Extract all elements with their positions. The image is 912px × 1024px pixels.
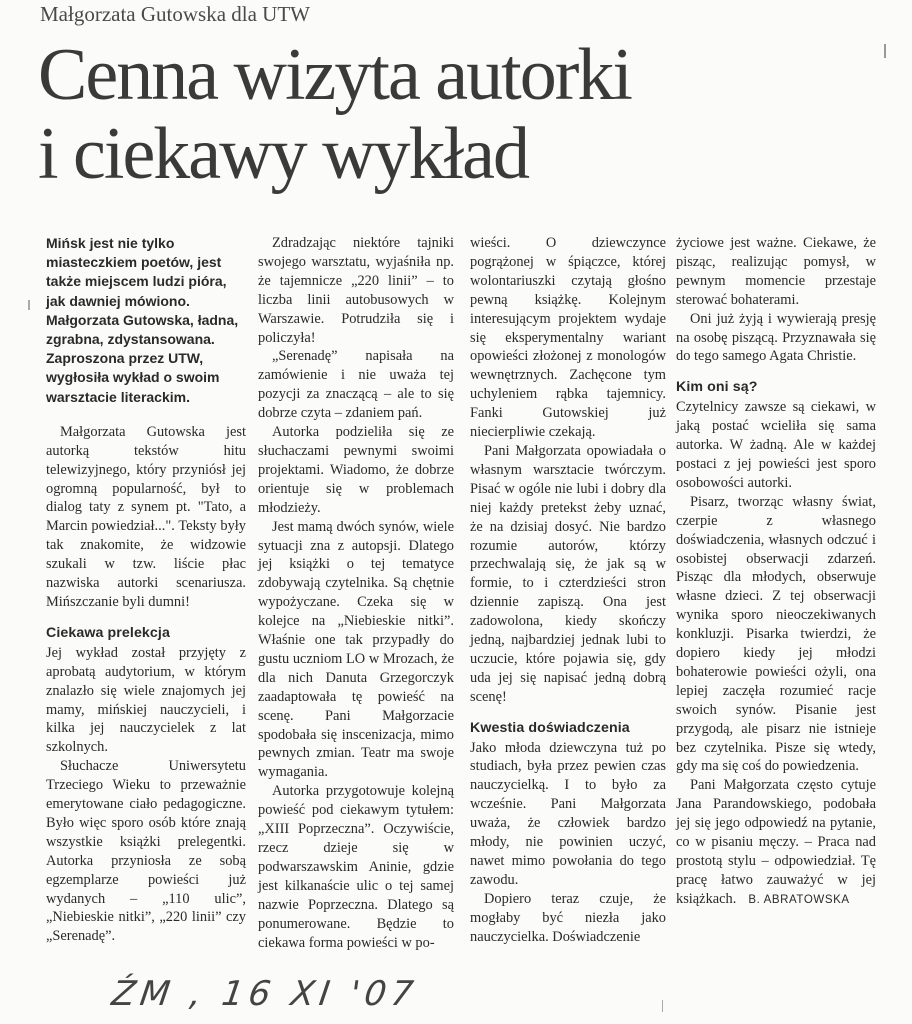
headline-line-2: i ciekawy wykład bbox=[38, 113, 528, 195]
lead-paragraph: Mińsk jest nie tylko miasteczkiem poetów, jest także miejscem ludzi pióra, jak dawniej mówiono. Małgorzata Gutowska, ładna, zgrabna, zdystansowana. Zaproszona przez UTW, wygłosiła wykład o swoim warsztacie literackim. bbox=[46, 235, 239, 405]
paragraph: życiowe jest ważne. Ciekawe, że pisząc, realizując pomysł, w pewnym momencie przestaje sterować bohaterami. bbox=[676, 235, 876, 308]
kicker: Małgorzata Gutowska dla UTW bbox=[40, 2, 310, 26]
subheading: Kim oni są? bbox=[676, 379, 758, 396]
paragraph: Słuchacze Uniwersytetu Trzeciego Wieku to przeważnie emerytowane ciało pedagogiczne. Było więc sporo osób które znają wszystkie książki prelegentki. Autorka przyniosła ze sobą egzemplarze powieści już wydanych – „110 ulic”, „Niebieskie nitki”, „220 linii” czy „Serenadę”. bbox=[46, 758, 246, 945]
paragraph: „Serenadę” napisała na zamówienie i nie uważa tej pozycji za znaczącą – ale to się dobrze czyta – zdaniem pań. bbox=[258, 348, 454, 422]
paragraph: Zdradzając niektóre tajniki swojego warsztatu, wyjaśniła np. że tajemnicze „220 linii” – to liczba linii autobusowych w Warszawie. Potrudziła się i policzyła! bbox=[258, 235, 454, 346]
subheading: Ciekawa prelekcja bbox=[46, 624, 170, 641]
handwritten-date-note: ŹM , 16 XI '07 bbox=[109, 974, 421, 1014]
paragraph bbox=[676, 776, 876, 909]
scan-mark bbox=[28, 300, 30, 310]
column-2 bbox=[258, 234, 454, 952]
column-3 bbox=[470, 234, 666, 947]
byline: B. ABRATOWSKA bbox=[748, 893, 850, 906]
paragraph: wieści. O dziewczynce pogrążonej w śpiączce, której wolontariuszki czytają głośno pewną książkę. Kolejnym interesującym projektem wydaje się eksperymentalny wariant opowieści złożonej z monologów wewnętrznych. Zachęcone tym uchyleniem rąbka tajemnicy. Fanki Gutowskiej już niecierpliwie czekają. bbox=[470, 235, 666, 441]
paragraph: Małgorzata Gutowska jest autorką tekstów hitu telewizyjnego, który przyniósł jej ogromną popularność, był to dialog taty z synem pt. "Tato, a Marcin powiedział...". Teksty były tak znakomite, że widzowie szukali w tzw. liście płac nazwiska autorki scenariusza. Mińszczanie byli dumni! bbox=[46, 423, 246, 610]
paragraph: Dopiero teraz czuje, że mogłaby być niezła jako nauczycielka. Doświadczenie bbox=[470, 890, 666, 945]
scan-mark bbox=[662, 1000, 663, 1012]
paragraph: Czytelnicy zawsze są ciekawi, w jaką postać wcieliła się sama autorka. W żadną. Ale w każdej postaci z jej powieści jest sporo osobowości autorki. bbox=[676, 399, 876, 491]
paragraph: Jest mamą dwóch synów, wiele sytuacji zna z autopsji. Dlatego jej książki o tej tematyce zdobywają czytelnika. Są chętnie wypożyczane. Czeka się w kolejce na „Niebieskie nitki”. Właśnie one tak przypadły do gustu uczniom LO w Mrozach, że dla nich Danuta Grzegorczyk zaadaptowała tę powieść na scenę. Pani Małgorzacie spodobała się inscenizacja, mimo pewnych zmian. Teatr ma swoje wymagania. bbox=[258, 518, 454, 781]
paragraph: Pani Małgorzata opowiadała o własnym warsztacie twórczym. Pisać w ogóle nie lubi i dobry dla niej każdy pretekst żeby uznać, że na dzisiaj dosyć. Nie bardzo rozumie autorów, którzy przechwalają się, że jak są w formie, to i czterdzieści stron dziennie zapiszą. Ona jest zadowolona, kiedy skończy jedną, najbardziej jednak lubi to uczucie, które pojawia się, gdy uda jej się napisać jedną dobrą scenę! bbox=[470, 442, 666, 705]
paragraph: Jej wykład został przyjęty z aprobatą audytorium, w którym znalazło się wiele znajomych jej mamy, mińskiej nauczycieli, i kilka jej nauczycielek z lat szkolnych. bbox=[46, 644, 246, 756]
column-4 bbox=[676, 234, 876, 910]
subheading: Kwestia doświadczenia bbox=[470, 719, 630, 736]
paragraph: Jako młoda dziewczyna tuż po studiach, była przez pewien czas nauczycielką. I to było za wcześnie. Pani Małgorzata uważa, że człowiek bardzo młody, nie powinien uczyć, nawet mimo powołania do tego zawodu. bbox=[470, 739, 666, 888]
scan-mark bbox=[884, 44, 886, 58]
paragraph: Autorka podzieliła się ze słuchaczami pewnymi swoimi projektami. Wiadomo, że dobrze orientuje się w problemach młodzieży. bbox=[258, 424, 454, 516]
headline-line-1: Cenna wizyta autorki bbox=[38, 34, 631, 116]
paragraph: Autorka przygotowuje kolejną powieść pod ciekawym tytułem: „XIII Poprzeczna”. Oczywiście, rzecz dzieje się w podwarszawskim Aninie, gdzie jest kilkanaście ulic o tej samej nazwie Poprzeczna. Dlatego są ponumerowane. Będzie to ciekawa forma powieści w po- bbox=[258, 783, 454, 951]
paragraph: Oni już żyją i wywierają presję na osobę piszącą. Przyznawała się do tego samego Agata Christie. bbox=[676, 310, 876, 365]
column-1 bbox=[46, 234, 246, 946]
paragraph: Pisarz, tworząc własny świat, czerpie z własnego doświadczenia, własnych odczuć i osobistej obserwacji zdarzeń. Pisząc dla młodych, obserwuje własne dzieci. Z tej obserwacji wynika sporo nieoczekiwanych konkluzji. Pisarka twierdzi, że dopiero kiedy jej młodzi bohaterowie powieści ożyli, ona lepiej zaczęła rozumieć racje swoich synów. Pisanie jest przygodą, ale pisarz nie istnieje bez czytelnika. Pisze się wtedy, gdy ma się coś do powiedzenia. bbox=[676, 493, 876, 775]
headline bbox=[38, 36, 631, 194]
paragraph-text: Pani Małgorzata często cytuje Jana Parandowskiego, podobała jej się jego odpowiedź na pytanie, co w pisaniu męczy. – Praca nad prostotą stylu – odpowiedział. Tę pracę łatwo zauważyć w jej książkach. bbox=[676, 777, 876, 907]
